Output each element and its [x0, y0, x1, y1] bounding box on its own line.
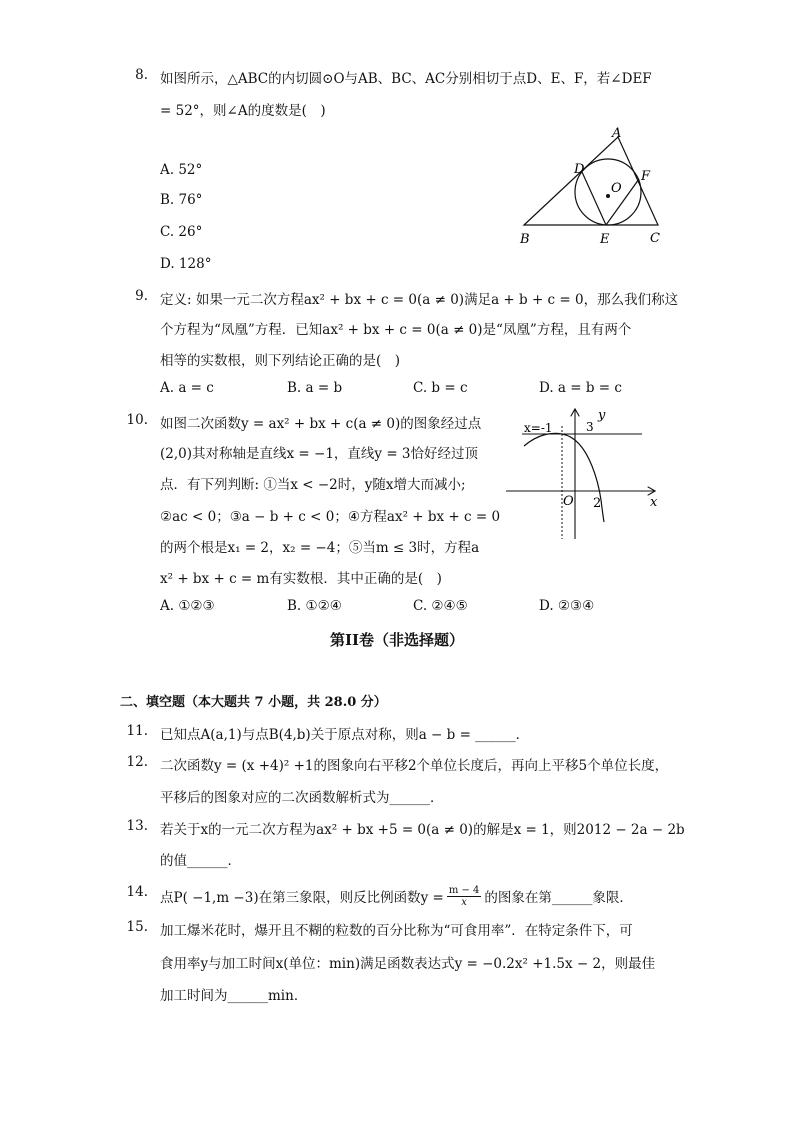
- option-a[interactable]: A. 52°: [160, 162, 203, 178]
- question-text-line: 如图二次函数y = ax² + bx + c(a ≠ 0)的图象经过点: [160, 416, 482, 432]
- label-x: x: [650, 495, 658, 510]
- label-three: 3: [586, 420, 594, 434]
- question-text-line: 相等的实数根，则下列结论正确的是( ): [160, 353, 401, 369]
- question-text-segment: 的图象在第______象限．: [484, 889, 633, 906]
- parabola-graph-figure: [502, 404, 662, 542]
- label-d: D: [574, 162, 585, 177]
- question-number: 11.: [126, 723, 148, 739]
- question-number: 12.: [126, 754, 148, 770]
- question-text-line: 如图所示，△ABC的内切圆⊙O与AB、BC、AC分别相切于点D、E、F，若∠DEF: [160, 71, 652, 87]
- question-text-line: 已知点A(a,1)与点B(4,b)关于原点对称，则a − b = ______．: [160, 727, 530, 743]
- label-axis-of-symmetry: x=-1: [524, 421, 553, 435]
- question-number: 15.: [126, 919, 148, 935]
- question-number: 8.: [135, 67, 148, 83]
- label-two: 2: [593, 496, 602, 511]
- label-y: y: [598, 408, 606, 423]
- option-d[interactable]: D. 128°: [160, 256, 212, 272]
- question-number: 13.: [126, 818, 148, 834]
- question-text-line: [160, 884, 633, 907]
- question-number: 9.: [135, 288, 148, 304]
- label-e: E: [600, 232, 610, 247]
- question-text-line: 定义: 如果一元二次方程ax² + bx + c = 0(a ≠ 0)满足a + b + c = 0，那么我们称这: [160, 292, 679, 308]
- option-a[interactable]: A. a = c: [160, 380, 214, 396]
- question-text-line: 点．有下列判断: ①当x < −2时，y随x增大而减小;: [160, 477, 466, 493]
- question-text-line: ②ac < 0；③a − b + c < 0；④方程ax² + bx + c = 0: [160, 509, 501, 525]
- fraction-numerator: m − 4: [448, 885, 480, 896]
- question-number: 14.: [126, 884, 148, 900]
- fraction: [447, 885, 482, 908]
- question-text-line: 食用率y与加工时间x(单位：min)满足函数表达式y = −0.2x² +1.5x − 2，则最佳: [160, 956, 656, 972]
- label-c: C: [650, 231, 660, 246]
- question-text-line: 加工爆米花时，爆开且不糊的粒数的百分比称为“可食用率”．在特定条件下，可: [160, 923, 633, 939]
- label-b: B: [520, 232, 530, 247]
- option-c[interactable]: C. 26°: [160, 224, 203, 240]
- option-a[interactable]: A. ①②③: [160, 598, 215, 614]
- option-c[interactable]: C. b = c: [413, 380, 468, 396]
- option-c[interactable]: C. ②④⑤: [413, 598, 468, 614]
- question-text-line: x² + bx + c = m有实数根．其中正确的是( ): [160, 571, 442, 587]
- segment-de: [582, 172, 606, 225]
- question-text-line: 平移后的图象对应的二次函数解析式为______．: [160, 790, 444, 806]
- option-b[interactable]: B. 76°: [160, 192, 203, 208]
- label-o: O: [611, 181, 622, 196]
- label-a: A: [612, 126, 622, 141]
- question-text-line: 的值______．: [160, 853, 241, 869]
- option-d[interactable]: D. ②③④: [539, 598, 595, 614]
- incircle: [575, 159, 641, 225]
- option-d[interactable]: D. a = b = c: [539, 380, 622, 396]
- question-text-line: (2,0)其对称轴是直线x = −1，直线y = 3恰好经过顶: [160, 446, 479, 462]
- question-text-line: 的两个根是x₁ = 2，x₂ = −4；⑤当m ≤ 3时，方程a: [160, 540, 480, 556]
- option-b[interactable]: B. a = b: [287, 380, 343, 396]
- section-header: 二、填空题（本大题共 7 小题，共 28.0 分）: [120, 695, 387, 710]
- fraction-denominator: x: [461, 897, 467, 908]
- question-text-line: 加工时间为______min．: [160, 988, 308, 1004]
- label-f: F: [641, 169, 651, 184]
- question-text-segment: 点P( −1,m −3)在第三象限，则反比例函数y =: [160, 889, 444, 906]
- incircle-triangle-figure: [510, 125, 670, 250]
- question-text-line: 若关于x的一元二次方程为ax² + bx +5 = 0(a ≠ 0)的解是x = 1，则2012 − 2a − 2b: [160, 822, 685, 838]
- question-text-line: 个方程为“凤凰”方程．已知ax² + bx + c = 0(a ≠ 0)是“凤凰”方程，且有两个: [160, 322, 632, 338]
- question-text-line: 二次函数y = (x +4)² +1的图象向右平移2个单位长度后，再向上平移5个单位长度，: [160, 758, 669, 774]
- option-b[interactable]: B. ①②④: [287, 598, 342, 614]
- question-number: 10.: [126, 412, 148, 428]
- question-text-line: = 52°，则∠A的度数是( ): [160, 103, 326, 119]
- part-two-title: 第II卷（非选择题）: [329, 631, 465, 649]
- center-point: [606, 194, 610, 198]
- label-origin: O: [563, 494, 574, 509]
